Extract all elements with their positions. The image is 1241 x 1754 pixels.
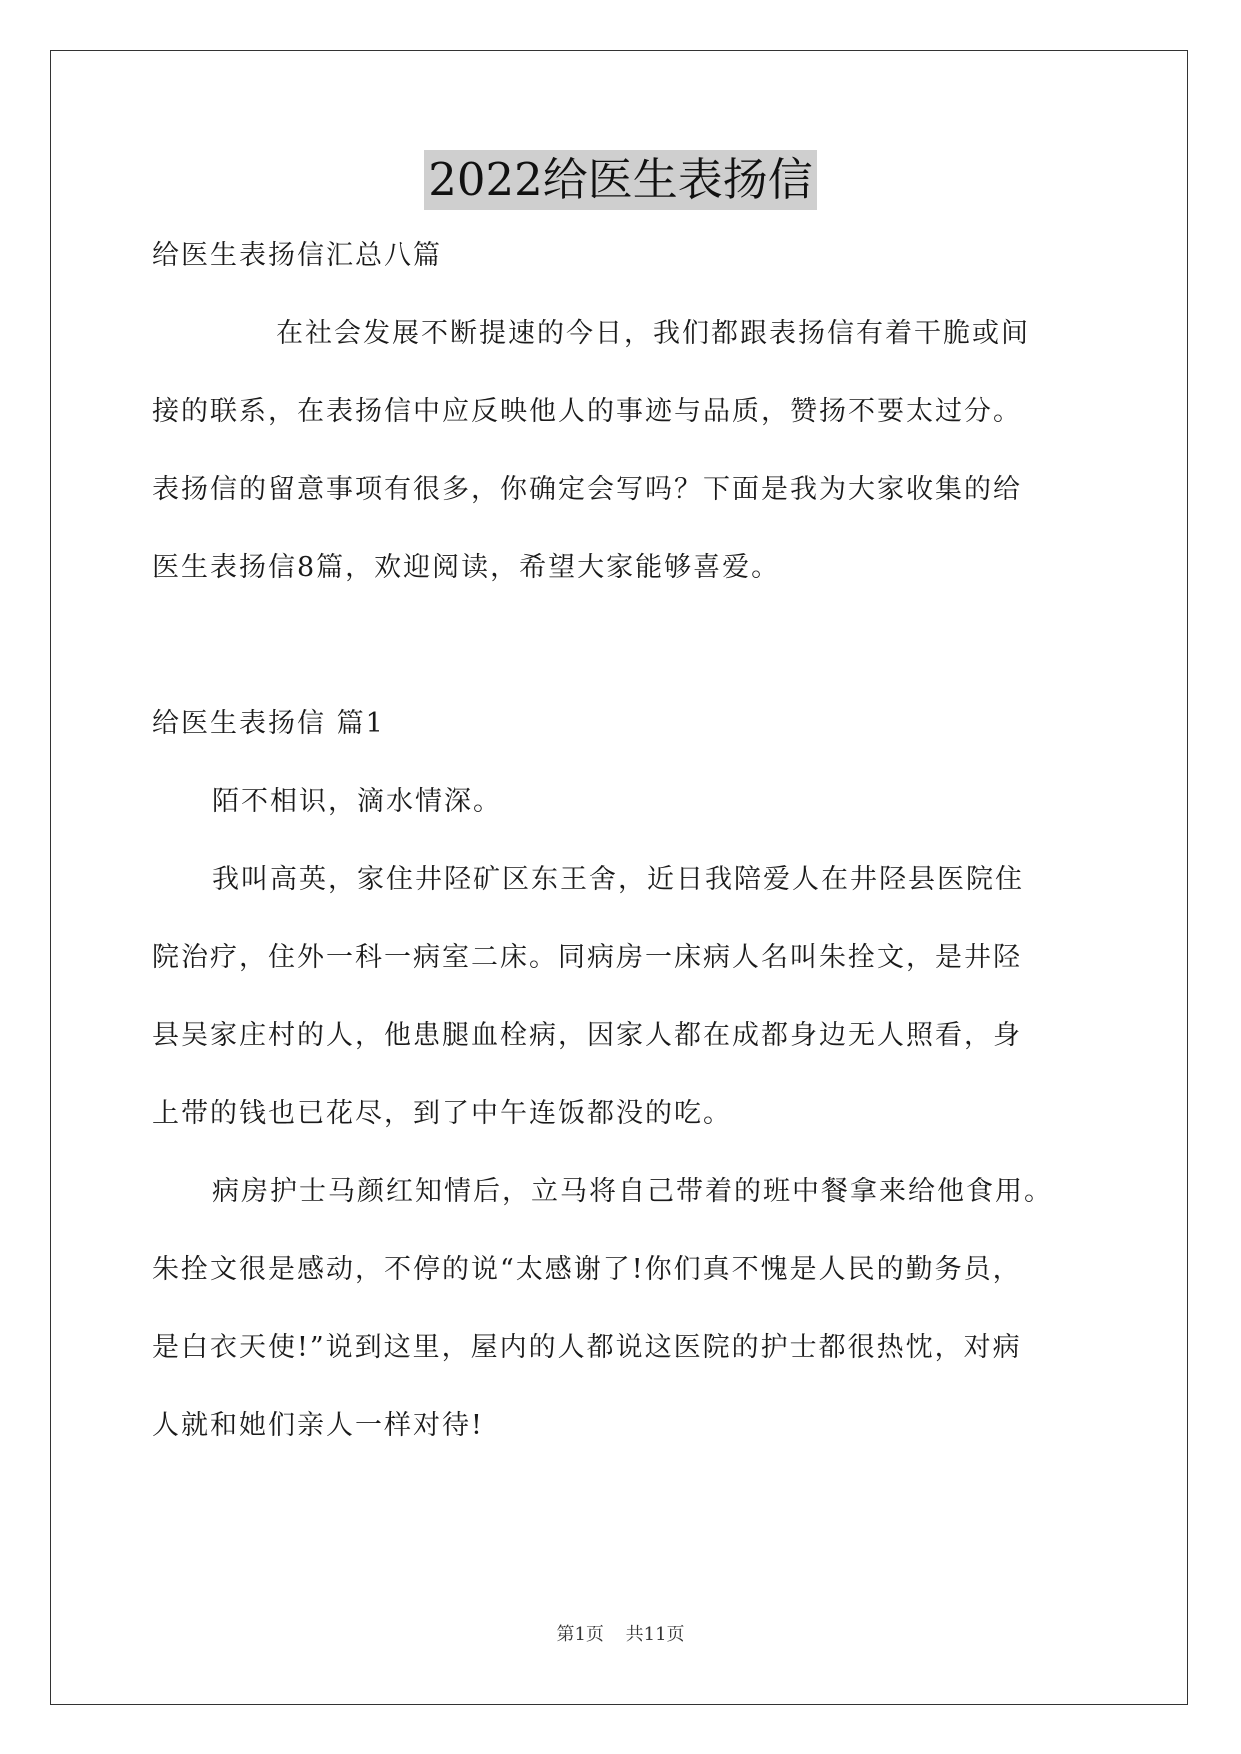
document-subtitle: 给医生表扬信汇总八篇 [152,240,442,271]
paragraph-line: 上带的钱也已花尽，到了中午连饭都没的吃。 [152,1098,732,1129]
paragraph-line: 我叫高英，家住井陉矿区东王舍，近日我陪爱人在井陉县医院住 [212,864,1024,895]
paragraph-line: 是白衣天使!”说到这里，屋内的人都说这医院的护士都很热忱，对病 [152,1332,1022,1363]
title-container [0,150,1241,210]
paragraph-line: 朱拴文很是感动，不停的说“太感谢了!你们真不愧是人民的勤务员， [152,1254,1022,1285]
page-footer [0,1620,1241,1646]
page-number: 第1页 [556,1624,604,1645]
paragraph-line: 陌不相识，滴水情深。 [212,786,502,817]
total-pages: 共11页 [625,1624,685,1645]
document-body [152,236,1098,1484]
spacer [152,626,1098,704]
intro-line: 医生表扬信8篇，欢迎阅读，希望大家能够喜爱。 [152,552,781,583]
intro-line: 接的联系，在表扬信中应反映他人的事迹与品质，赞扬不要太过分。 [152,396,1022,427]
document-title: 2022给医生表扬信 [424,150,817,210]
paragraph-line: 县吴家庄村的人，他患腿血栓病，因家人都在成都身边无人照看，身 [152,1020,1022,1051]
paragraph-line: 院治疗，住外一科一病室二床。同病房一床病人名叫朱拴文，是井陉 [152,942,1022,973]
intro-line: 在社会发展不断提速的今日，我们都跟表扬信有着干脆或间 [276,318,1030,349]
section-heading: 给医生表扬信 篇1 [152,708,385,739]
paragraph-line: 病房护士马颜红知情后，立马将自己带着的班中餐拿来给他食用。 [212,1176,1053,1207]
intro-line: 表扬信的留意事项有很多，你确定会写吗？下面是我为大家收集的给 [152,474,1022,505]
paragraph-line: 人就和她们亲人一样对待! [152,1410,484,1441]
